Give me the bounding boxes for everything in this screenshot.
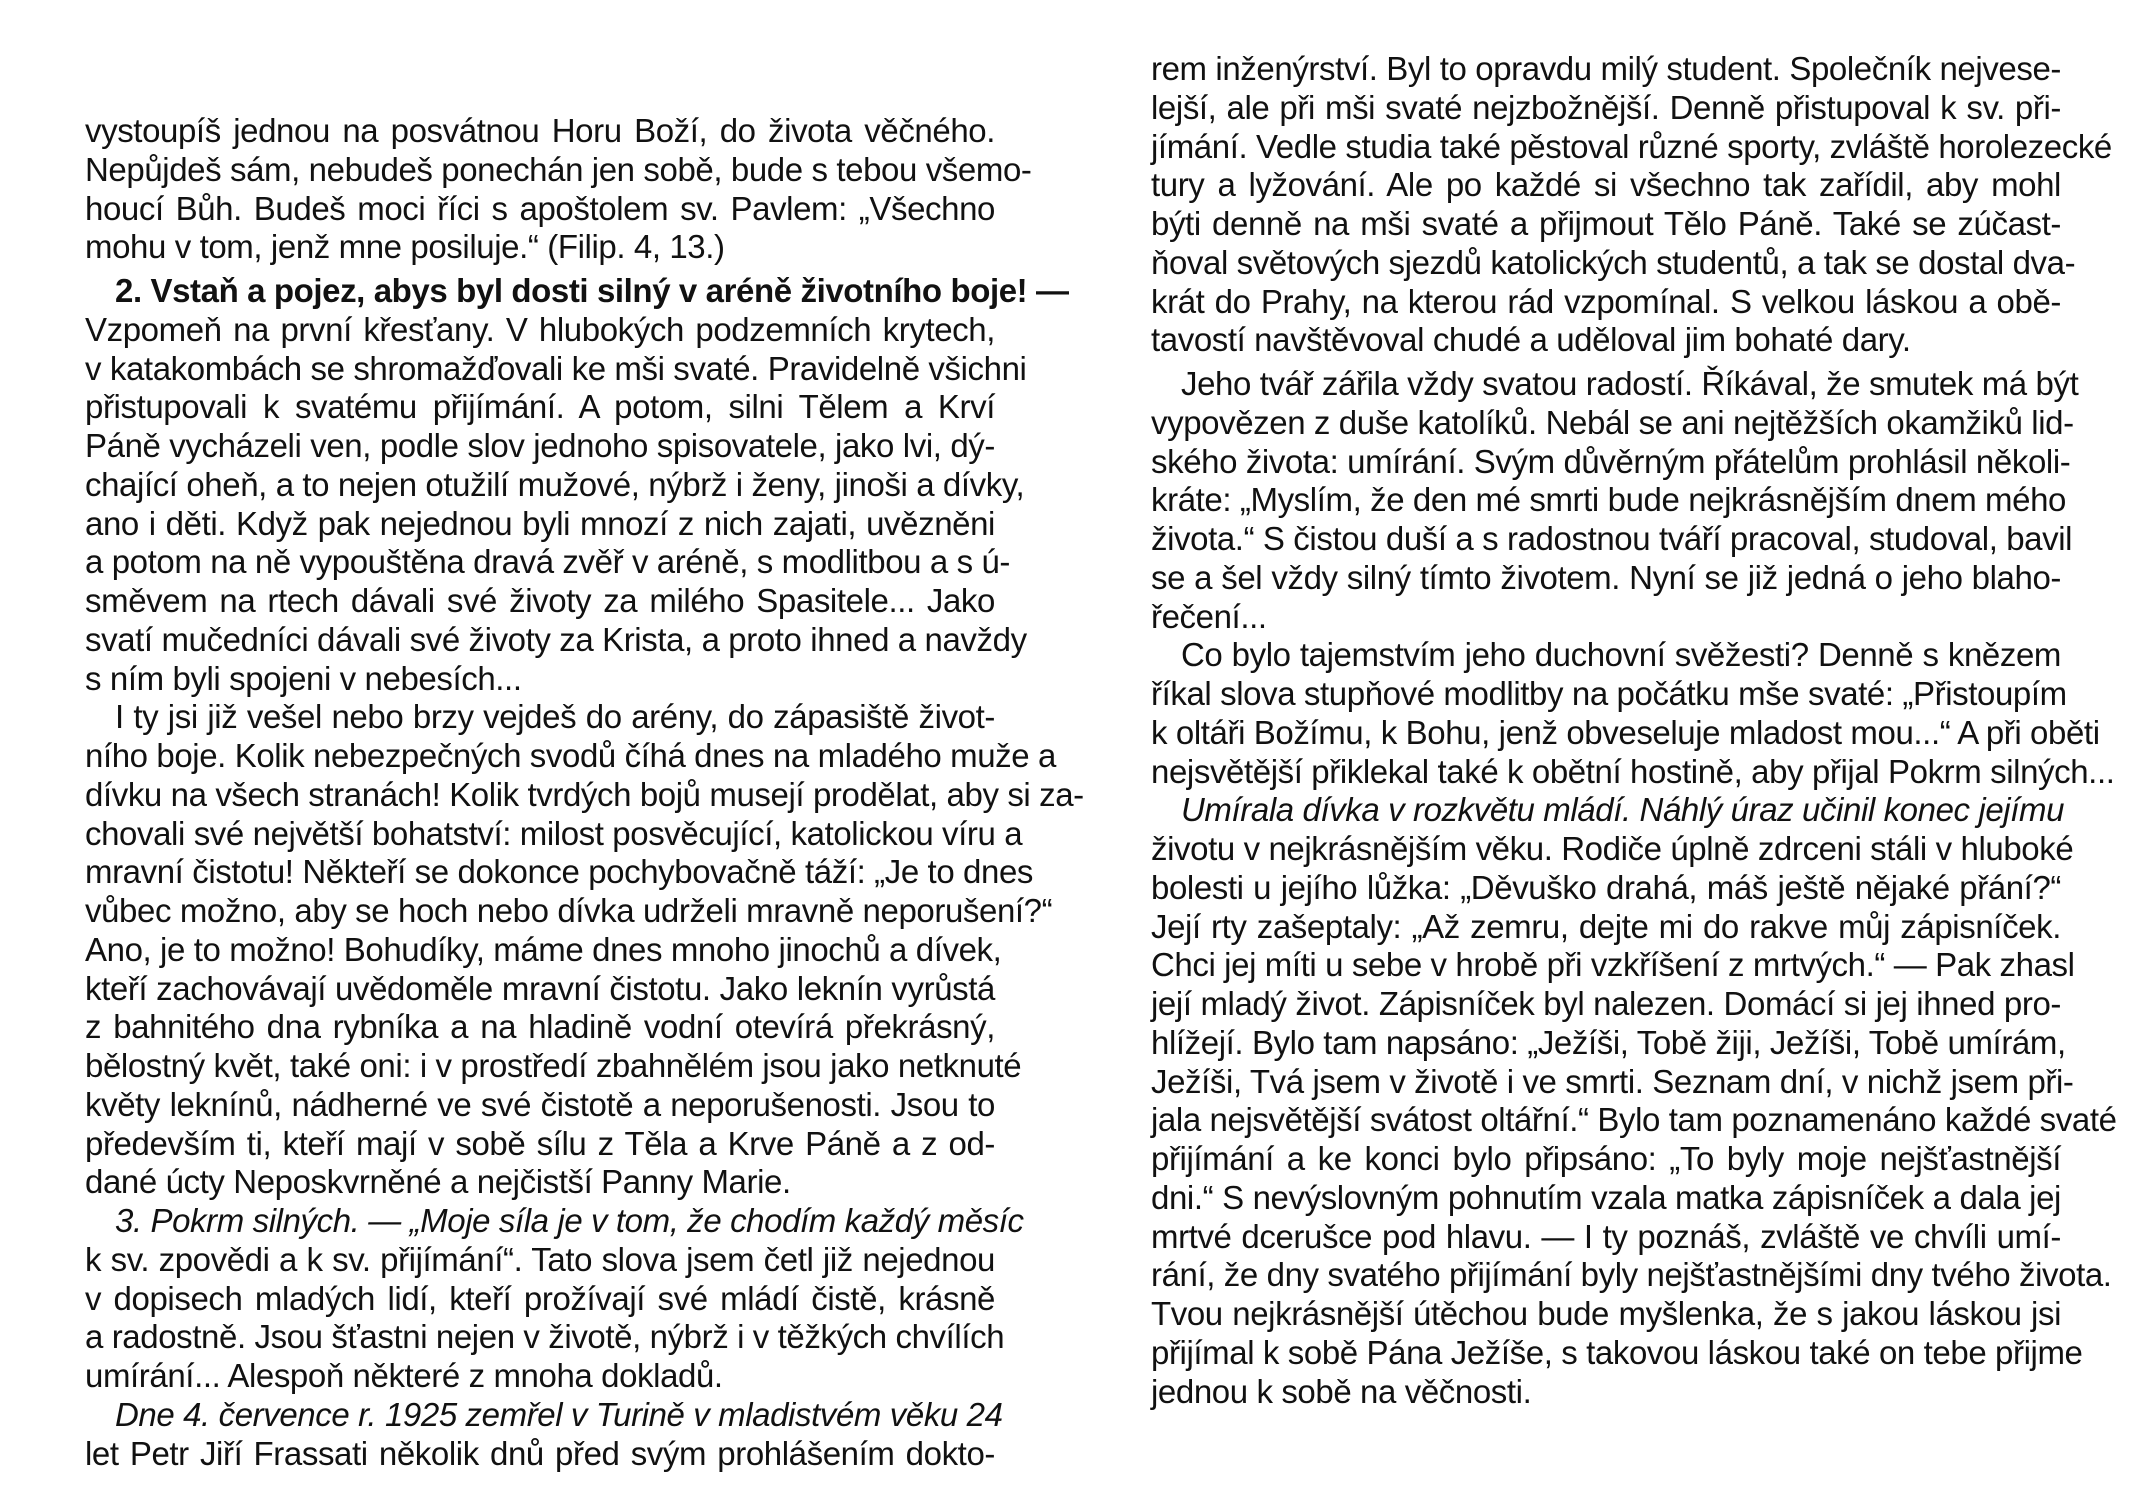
text-line: Tvou nejkrásnější útěchou bude myšlenka, že s jakou láskou jsi xyxy=(1151,1295,2061,1332)
text-line: a radostně. Jsou šťastni nejen v životě, nýbrž i v těžkých chvílích xyxy=(85,1318,1005,1356)
text-line: ano i děti. Když pak nejednou byli mnozí z nich zajati, uvězněni xyxy=(85,504,995,542)
text-line: květy leknínů, nádherné ve své čistotě a neporušenosti. Jsou to xyxy=(85,1085,995,1123)
text-line: tury a lyžování. Ale po každé si všechno tak zařídil, aby mohl xyxy=(1151,166,2061,204)
text-line: v dopisech mladých lidí, kteří prožívají své mládí čistě, krásně xyxy=(85,1279,995,1317)
left-text-block xyxy=(85,112,1084,1473)
text-line: Nepůjdeš sám, nebudeš ponechán jen sobě, bude s tebou všemo- xyxy=(85,150,1032,188)
text-line: ního boje. Kolik nebezpečných svodů číhá dnes na mladého muže a xyxy=(85,737,1056,774)
text-line: dni.“ S nevýslovným pohnutím vzala matka zápisníček a dala jej xyxy=(1151,1178,2061,1216)
text-line: a potom na ně vypouštěna dravá zvěř v aréně, s modlitbou a s ú- xyxy=(85,543,1011,581)
text-line: chovali své největší bohatství: milost posvěcující, katolickou víru a xyxy=(85,814,1023,852)
text-line: dívku na všech stranách! Kolik tvrdých bojů musejí prodělat, aby si za- xyxy=(85,775,1084,813)
text-line: řečení... xyxy=(1151,597,1267,635)
text-line: tavostí navštěvoval chudé a uděloval jim bohaté dary. xyxy=(1151,321,1911,359)
text-line: jímání. Vedle studia také pěstoval různé sporty, zvláště horolezecké xyxy=(1151,127,2112,165)
text-line: Páně vycházeli ven, podle slov jednoho spisovatele, jako lvi, dý- xyxy=(85,427,995,464)
text-line: nejsvětější přiklekal také k obětní hostině, aby přijal Pokrm silných... xyxy=(1151,752,2115,790)
text-line: Dne 4. července r. 1925 zemřel v Turině v mladistvém věku 24 xyxy=(115,1395,1003,1433)
text-line: býti denně na mši svaté a přijmout Tělo Páně. Také se zúčast- xyxy=(1151,205,2061,242)
text-line: bělostný květ, také oni: i v prostředí zbahnělém jsou jako netknuté xyxy=(85,1047,1022,1084)
text-line: Ježíši, Tvá jsem v životě i ve smrti. Seznam dní, v nichž jsem při- xyxy=(1151,1062,2074,1100)
text-line: ského života: umírání. Svým důvěrným přátelům prohlásil několi- xyxy=(1151,442,2071,480)
text-line: přijímání a ke konci bylo připsáno: „To byly moje nejšťastnější xyxy=(1151,1140,2061,1177)
text-line: přistupovali k svatému přijímání. A potom, silni Tělem a Krví xyxy=(85,388,995,426)
text-line: houcí Bůh. Budeš moci říci s apoštolem sv. Pavlem: „Všechno xyxy=(85,189,995,227)
text-line: především ti, kteří mají v sobě sílu z Těla a Krve Páně a z od- xyxy=(85,1124,995,1162)
text-line: jala nejsvětější svátost oltářní.“ Bylo tam poznamenáno každé svaté xyxy=(1151,1101,2117,1139)
text-line: s ním byli spojeni v nebesích... xyxy=(85,659,522,697)
text-line: bolesti u jejího lůžka: „Děvuško drahá, máš ještě nějaké přání?“ xyxy=(1151,868,2061,906)
text-line: z bahnitého dna rybníka a na hladině vodní otevírá překrásný, xyxy=(85,1008,995,1046)
text-line: Chci jej míti u sebe v hrobě při vzkříšení z mrtvých.“ — Pak zhasl xyxy=(1151,946,2075,984)
text-line: kteří zachovávají uvědoměle mravní čistotu. Jako leknín vyrůstá xyxy=(85,969,995,1007)
text-line: přijímal k sobě Pána Ježíše, s takovou láskou také on tebe přijme xyxy=(1151,1333,2083,1371)
text-line: chající oheň, a to nejen otužilí mužové, nýbrž i ženy, jinoši a dívky, xyxy=(85,465,1025,503)
section-heading-line: 3. Pokrm silných. — „Moje síla je v tom, že chodím každý měsíc xyxy=(115,1202,1024,1239)
text-line: ňoval světových sjezdů katolických studentů, a tak se dostal dva- xyxy=(1151,243,2076,281)
right-page xyxy=(1071,0,2142,1500)
text-line: Co bylo tajemstvím jeho duchovní svěžesti? Denně s knězem xyxy=(1181,636,2061,674)
text-line: Vzpomeň na první křesťany. V hlubokých podzemních krytech, xyxy=(85,310,995,348)
text-line: mohu v tom, jenž mne posiluje.“ (Filip. 4, 13.) xyxy=(85,228,725,266)
text-line: k oltáři Božímu, k Bohu, jenž obveseluje mladost mou...“ A při oběti xyxy=(1151,713,2100,751)
text-line: Umírala dívka v rozkvětu mládí. Náhlý úraz učinil konec jejímu xyxy=(1181,791,2065,829)
text-line: mrtvé dcerušce pod hlavu. — I ty poznáš, zvláště ve chvíli umí- xyxy=(1151,1217,2061,1255)
text-line: k sv. zpovědi a k sv. přijímání“. Tato slova jsem četl již nejednou xyxy=(85,1240,995,1278)
text-line: vůbec možno, aby se hoch nebo dívka udrželi mravně neporušení?“ xyxy=(85,892,1053,929)
right-text-block xyxy=(1151,50,2117,1411)
text-line: svatí mučedníci dávali své životy za Krista, a proto ihned a navždy xyxy=(85,620,1027,658)
text-line: hlížejí. Bylo tam napsáno: „Ježíši, Tobě žiji, Ježíši, Tobě umírám, xyxy=(1151,1023,2066,1061)
text-line: Její rty zašeptaly: „Až zemru, dejte mi do rakve můj zápisníček. xyxy=(1151,907,2061,945)
text-line: směvem na rtech dávali své životy za milého Spasitele... Jako xyxy=(85,582,995,619)
text-line: života.“ S čistou duší a s radostnou tváří pracoval, studoval, bavil xyxy=(1151,520,2073,557)
text-line: vypovězen z duše katolíků. Nebál se ani nejtěžších okamžiků lid- xyxy=(1151,403,2074,441)
text-line: lejší, ale při mši svaté nejzbožnější. Denně přistupoval k sv. při- xyxy=(1151,88,2061,126)
text-line: krát do Prahy, na kterou rád vzpomínal. S velkou láskou a obě- xyxy=(1151,282,2061,320)
text-line: rání, že dny svatého přijímání byly nejšťastnějšími dny tvého života. xyxy=(1151,1256,2112,1294)
text-line: mravní čistotu! Někteří se dokonce pochybovačně táží: „Je to dnes xyxy=(85,853,1033,891)
text-line: vystoupíš jednou na posvátnou Horu Boží, do života věčného. xyxy=(85,112,995,149)
text-line: rem inženýrství. Byl to opravdu milý student. Společník nejvese- xyxy=(1151,50,2061,87)
text-line: říkal slova stupňové modlitby na počátku mše svaté: „Přistoupím xyxy=(1151,675,2067,712)
text-line: životu v nejkrásnějším věku. Rodiče úplně zdrceni stáli v hluboké xyxy=(1151,830,2074,867)
text-line: I ty jsi již vešel nebo brzy vejdeš do arény, do zápasiště život- xyxy=(115,698,995,736)
text-line: let Petr Jiří Frassati několik dnů před svým prohlášením dokto- xyxy=(85,1434,995,1472)
text-line: jednou k sobě na věčnosti. xyxy=(1151,1372,1532,1410)
text-line: její mladý život. Zápisníček byl nalezen. Domácí si jej ihned pro- xyxy=(1151,985,2061,1022)
text-line: se a šel vždy silný tímto životem. Nyní se již jedná o jeho blaho- xyxy=(1151,558,2061,596)
text-line: Jeho tvář zářila vždy svatou radostí. Říkával, že smutek má být xyxy=(1181,365,2079,402)
text-line: v katakombách se shromažďovali ke mši svaté. Pravidelně všichni xyxy=(85,349,1027,387)
text-line: kráte: „Myslím, že den mé smrti bude nejkrásnějším dnem mého xyxy=(1151,481,2067,519)
section-heading-line: 2. Vstaň a pojez, abys byl dosti silný v aréně životního boje! — xyxy=(115,272,1069,309)
text-line: dané úcty Neposkvrněné a nejčistší Panny Marie. xyxy=(85,1163,791,1201)
text-line: Ano, je to možno! Bohudíky, máme dnes mnoho jinochů a dívek, xyxy=(85,930,1002,968)
text-line: umírání... Alespoň některé z mnoha dokladů. xyxy=(85,1357,723,1394)
